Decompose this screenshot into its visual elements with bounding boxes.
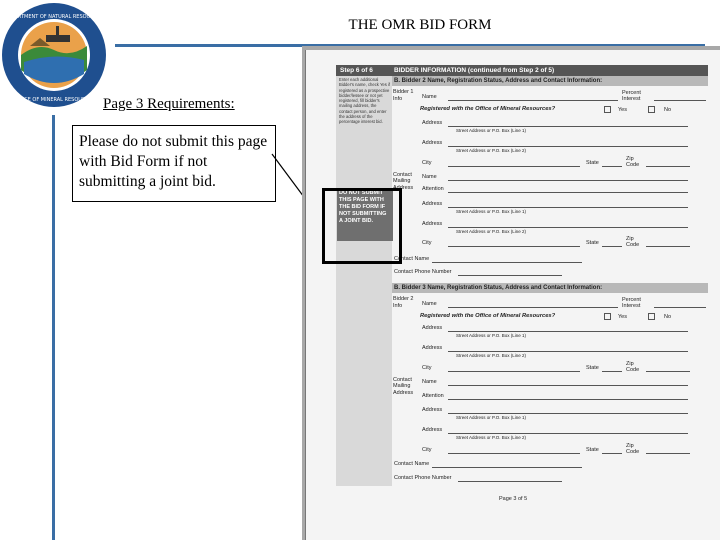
info-label: Bidder 1 Info xyxy=(393,89,414,102)
contact-phone-input[interactable] xyxy=(458,275,562,276)
name-label: Name xyxy=(422,301,437,307)
form-header-bar xyxy=(336,65,708,76)
street-line-2-caption: Street Address or P.O. Box (Line 2) xyxy=(456,435,526,440)
yes-label: Yes xyxy=(618,107,627,113)
state-field[interactable] xyxy=(602,166,622,167)
yes-checkbox[interactable] xyxy=(604,106,611,113)
address-label: Address xyxy=(422,201,443,207)
percent-field[interactable] xyxy=(654,100,706,101)
city-field[interactable] xyxy=(448,166,580,167)
percent-label: Percent Interest xyxy=(622,297,641,309)
contact-name-label: Contact Name xyxy=(394,461,430,467)
mailing-zip-field[interactable] xyxy=(646,246,690,247)
state-label: State xyxy=(586,365,599,371)
no-label: No xyxy=(664,107,672,113)
attention-field[interactable] xyxy=(448,399,688,400)
section-title-bar xyxy=(392,76,708,86)
address-label: Address xyxy=(422,427,443,433)
state-label: State xyxy=(586,240,599,246)
section-title-bar xyxy=(392,283,708,293)
mailing-line-1-field[interactable] xyxy=(448,413,688,414)
address-label: Address xyxy=(422,325,443,331)
no-checkbox[interactable] xyxy=(648,106,655,113)
form-header-title: BIDDER INFORMATION (continued from Step 2 of 5) xyxy=(394,67,555,74)
contact-mailing-label: Contact Mailing Address xyxy=(393,377,414,396)
info-label: Bidder 2 Info xyxy=(393,296,414,309)
contact-name-field[interactable] xyxy=(448,180,688,181)
yes-label: Yes xyxy=(618,314,627,320)
street-line-2-caption: Street Address or P.O. Box (Line 2) xyxy=(456,353,526,358)
street-line-2-caption: Street Address or P.O. Box (Line 2) xyxy=(456,229,526,234)
state-label: State xyxy=(586,160,599,166)
contact-name-input[interactable] xyxy=(432,467,582,468)
zip-label: Zip Code xyxy=(626,236,640,248)
name-label: Name xyxy=(422,174,437,180)
name-label: Name xyxy=(422,379,437,385)
city-label: City xyxy=(422,365,432,371)
bid-form-page xyxy=(305,50,720,540)
address-line-2-field[interactable] xyxy=(448,146,688,147)
city-field[interactable] xyxy=(448,371,580,372)
mailing-state-field[interactable] xyxy=(602,246,622,247)
address-label: Address xyxy=(422,120,443,126)
city-label: City xyxy=(422,240,432,246)
address-line-1-field[interactable] xyxy=(448,126,688,127)
highlight-box xyxy=(322,188,402,264)
requirements-box xyxy=(72,125,276,202)
attention-label: Attention xyxy=(422,186,444,192)
state-field[interactable] xyxy=(602,371,622,372)
form-sidebar-instructions: Enter each additional Bidder's name, check Yes if registered as a prospective bidder/lessee or not yet registered, fill bidder's mailing address, the contact person, and enter the address of the percentage interest bid. xyxy=(339,77,391,125)
attention-field[interactable] xyxy=(448,192,688,193)
mailing-city-field[interactable] xyxy=(448,246,580,247)
requirements-text: Please do not submit this page with Bid Form if not submitting a joint bid. xyxy=(79,133,268,190)
city-label: City xyxy=(422,447,432,453)
registered-label: Registered with the Office of Mineral Resources? xyxy=(420,313,556,319)
percent-field[interactable] xyxy=(654,307,706,308)
contact-phone-input[interactable] xyxy=(458,481,562,482)
slide-title: THE OMR BID FORM xyxy=(348,17,492,33)
zip-label: Zip Code xyxy=(626,361,640,373)
street-line-1-caption: Street Address or P.O. Box (Line 1) xyxy=(456,209,526,214)
bidder-2-section xyxy=(392,76,708,282)
no-label: No xyxy=(664,314,672,320)
mailing-state-field[interactable] xyxy=(602,453,622,454)
street-line-1-caption: Street Address or P.O. Box (Line 1) xyxy=(456,333,526,338)
mailing-line-1-field[interactable] xyxy=(448,207,688,208)
street-line-1-caption: Street Address or P.O. Box (Line 1) xyxy=(456,128,526,133)
mailing-line-2-field[interactable] xyxy=(448,227,688,228)
name-field[interactable] xyxy=(448,100,618,101)
left-accent-rule xyxy=(52,115,55,540)
percent-label: Percent Interest xyxy=(622,90,641,102)
zip-label: Zip Code xyxy=(626,443,640,455)
contact-name-field[interactable] xyxy=(448,385,688,386)
contact-mailing-label: Contact Mailing Address xyxy=(393,172,414,191)
contact-phone-label: Contact Phone Number xyxy=(394,475,452,481)
mailing-city-field[interactable] xyxy=(448,453,580,454)
address-line-2-field[interactable] xyxy=(448,351,688,352)
omr-seal-logo xyxy=(0,0,108,112)
bidder-3-section xyxy=(392,283,708,489)
svg-text:DEPARTMENT OF NATURAL RESOURCE: DEPARTMENT OF NATURAL RESOURCES xyxy=(4,14,104,20)
yes-checkbox[interactable] xyxy=(604,313,611,320)
address-line-1-field[interactable] xyxy=(448,331,688,332)
zip-field[interactable] xyxy=(646,166,690,167)
attention-label: Attention xyxy=(422,393,444,399)
address-label: Address xyxy=(422,221,443,227)
address-label: Address xyxy=(422,140,443,146)
do-not-submit-note: DO NOT SUBMIT THIS PAGE WITH THE BID FORM IF NOT SUBMITTING A JOINT BID. xyxy=(337,189,393,241)
registered-label: Registered with the Office of Mineral Resources? xyxy=(420,106,556,112)
section-title: B. Bidder 3 Name, Registration Status, Address and Contact Information: xyxy=(394,285,603,291)
street-line-1-caption: Street Address or P.O. Box (Line 1) xyxy=(456,415,526,420)
contact-phone-label: Contact Phone Number xyxy=(394,269,452,275)
zip-field[interactable] xyxy=(646,371,690,372)
form-step-label: Step 6 of 6 xyxy=(340,67,373,74)
section-title: B. Bidder 2 Name, Registration Status, Address and Contact Information: xyxy=(394,78,603,84)
state-label: State xyxy=(586,447,599,453)
no-checkbox[interactable] xyxy=(648,313,655,320)
requirements-heading: Page 3 Requirements: xyxy=(103,96,235,112)
name-label: Name xyxy=(422,94,437,100)
city-label: City xyxy=(422,160,432,166)
contact-name-input[interactable] xyxy=(432,262,582,263)
mailing-line-2-field[interactable] xyxy=(448,433,688,434)
contact-name-label: Contact Name xyxy=(394,256,430,262)
street-line-2-caption: Street Address or P.O. Box (Line 2) xyxy=(456,148,526,153)
zip-label: Zip Code xyxy=(626,156,640,168)
page-number: Page 3 of 5 xyxy=(499,496,528,502)
mailing-zip-field[interactable] xyxy=(646,453,690,454)
address-label: Address xyxy=(422,345,443,351)
name-field[interactable] xyxy=(448,307,618,308)
address-label: Address xyxy=(422,407,443,413)
svg-text:OFFICE OF MINERAL RESOURCES: OFFICE OF MINERAL RESOURCES xyxy=(12,97,96,103)
